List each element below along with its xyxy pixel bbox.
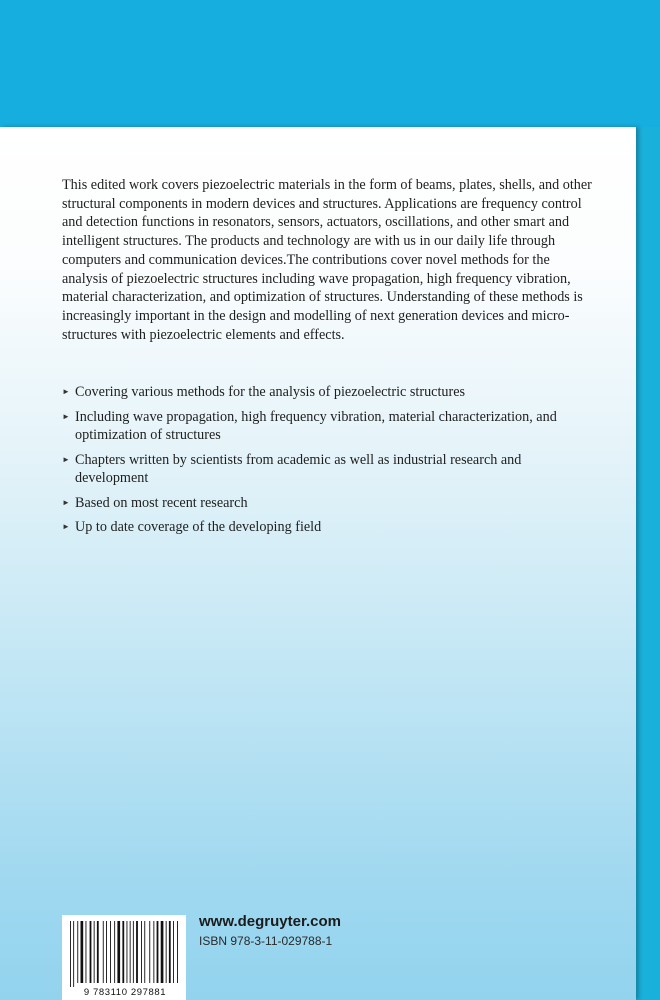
barcode-digits: 9 783110 297881 (83, 987, 167, 998)
bullet-icon: ► (62, 387, 70, 396)
feature-item (62, 494, 582, 512)
feature-text: Covering various methods for the analysis of piezoelectric structures (75, 384, 466, 400)
feature-item (62, 383, 582, 401)
isbn-barcode (62, 915, 186, 1000)
feature-text: Chapters written by scientists from academic as well as industrial research and development (75, 451, 522, 486)
publisher-url: www.degruyter.com (199, 913, 341, 930)
bullet-icon: ► (62, 411, 70, 421)
feature-text: Based on most recent research (75, 494, 248, 511)
feature-item (62, 518, 582, 536)
cover-top-band (0, 0, 660, 127)
bullet-icon: ► (62, 454, 70, 464)
barcode-bars (70, 921, 178, 987)
feature-text: Up to date coverage of the developing field (75, 519, 322, 536)
feature-list (62, 383, 582, 543)
feature-text: Including wave propagation, high frequency vibration, material characterization, and optimization of structures (75, 408, 557, 443)
feature-item (62, 408, 582, 444)
isbn-number: ISBN 978-3-11-029788-1 (199, 934, 333, 948)
bullet-icon: ► (62, 522, 70, 532)
book-description: This edited work covers piezoelectric materials in the form of beams, plates, shells, and other structural components in modern devices and structures. Applications are frequency control and detection functions in resonators, sensors, actuators, oscillations, and other smart and intelligent structures. The products and technology are with us in our daily life through computers and communication devices.The contributions cover novel methods for the analysis of piezoelectric structures including wave propagation, high frequency vibration, material characterization, and optimization of structures. Understanding of these methods is increasingly important in the design and modelling of next generation devices and micro-structures with piezoelectric elements and effects. (62, 177, 592, 343)
feature-item (62, 451, 582, 487)
bullet-icon: ► (62, 497, 70, 507)
